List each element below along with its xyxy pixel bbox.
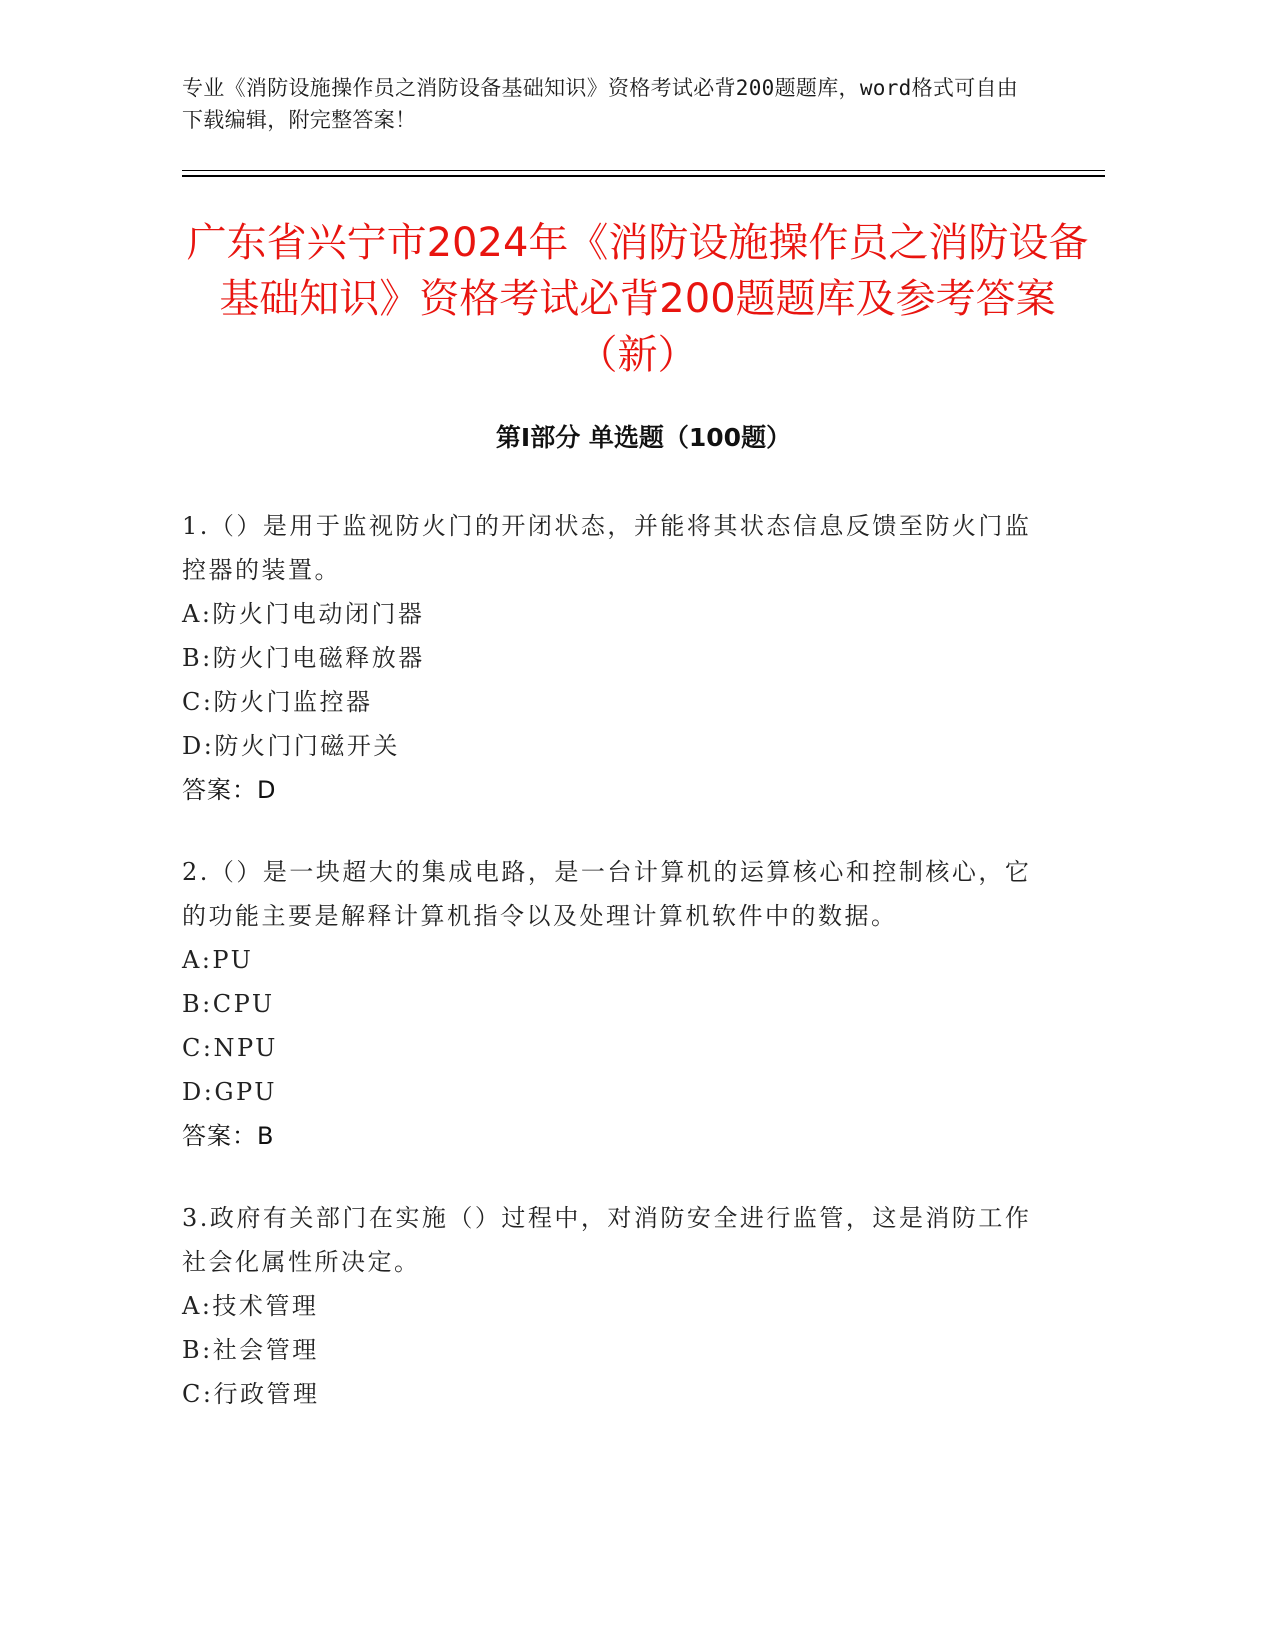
question-stem: 1.（）是用于监视防火门的开闭状态，并能将其状态信息反馈至防火门监控器的装置。	[182, 512, 1032, 584]
answer: 答案：D	[182, 776, 277, 804]
option-a: A:技术管理	[182, 1292, 319, 1320]
option-c: C:防火门监控器	[182, 688, 373, 716]
option-c: C:NPU	[182, 1034, 278, 1062]
question-stem: 2.（）是一块超大的集成电路，是一台计算机的运算核心和控制核心，它的功能主要是解释计算机指令以及处理计算机软件中的数据。	[182, 858, 1032, 930]
header-divider-thin	[182, 170, 1105, 171]
question-2	[182, 850, 1042, 1158]
option-a: A:PU	[182, 946, 254, 974]
header-divider-thick	[182, 175, 1105, 177]
question-list	[182, 504, 1042, 1454]
answer: 答案：B	[182, 1122, 275, 1150]
document-title: 广东省兴宁市2024年《消防设施操作员之消防设备基础知识》资格考试必背200题题库及参考答案（新）	[186, 220, 1089, 378]
question-stem: 3.政府有关部门在实施（）过程中，对消防安全进行监管，这是消防工作社会化属性所决定。	[182, 1204, 1032, 1276]
question-1	[182, 504, 1042, 812]
option-d: D:GPU	[182, 1078, 277, 1106]
option-d: D:防火门门磁开关	[182, 732, 400, 760]
option-b: B:CPU	[182, 990, 275, 1018]
option-b: B:防火门电磁释放器	[182, 644, 425, 672]
option-b: B:社会管理	[182, 1336, 319, 1364]
option-a: A:防火门电动闭门器	[182, 600, 425, 628]
header-note: 专业《消防设施操作员之消防设备基础知识》资格考试必背200题题库，word格式可自由下载编辑，附完整答案！	[182, 76, 1019, 132]
section-heading: 第Ⅰ部分 单选题（100题）	[495, 423, 792, 452]
option-c: C:行政管理	[182, 1380, 320, 1408]
question-3	[182, 1196, 1042, 1416]
